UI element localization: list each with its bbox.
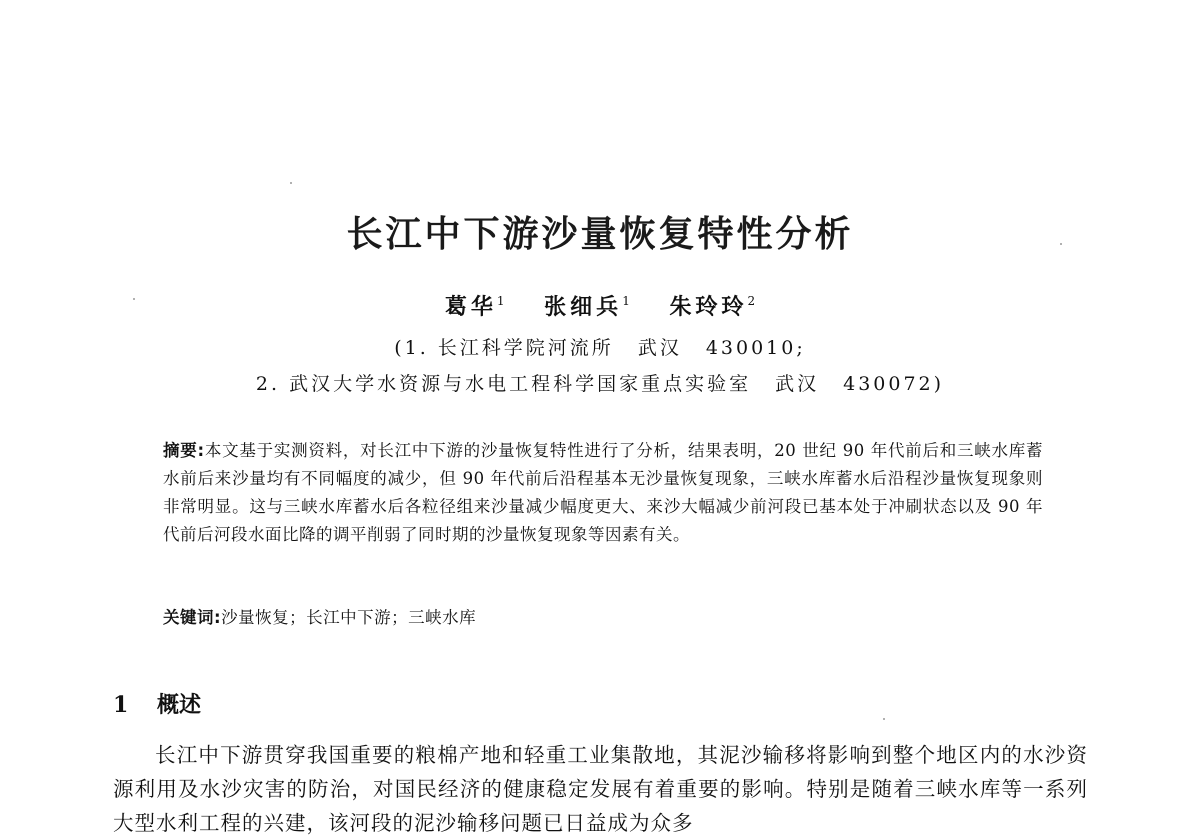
scan-speck bbox=[290, 182, 292, 184]
section-title: 概述 bbox=[157, 693, 202, 718]
keywords-text: 沙量恢复；长江中下游；三峡水库 bbox=[221, 608, 477, 627]
keywords bbox=[163, 604, 1043, 628]
abstract-text: 本文基于实测资料，对长江中下游的沙量恢复特性进行了分析，结果表明，20 世纪 90 年代前后和三峡水库蓄水前后来沙量均有不同幅度的减少，但 90 年代前后沿程基本无沙量恢复现象，三峡水库蓄水后沿程沙量恢复现象则非常明显。这与三峡水库蓄水后各粒径组来沙量减少幅度更大、来沙大幅减少前河段已基本处于冲刷状态以及 90 年代前后河段水面比降的调平削弱了同时期的沙量恢复现象等因素有关。 bbox=[163, 441, 1043, 544]
section-number: 1 bbox=[113, 692, 129, 718]
author-affiliation-mark: 1 bbox=[622, 294, 630, 308]
affiliation-postcode: 430072) bbox=[843, 373, 945, 395]
author-affiliation-mark: 1 bbox=[496, 294, 505, 308]
author bbox=[445, 290, 505, 321]
author-name: 葛华 bbox=[444, 294, 497, 320]
author-name: 朱玲玲 bbox=[669, 294, 748, 320]
paper-title: 长江中下游沙量恢复特性分析 bbox=[346, 214, 854, 255]
scan-speck bbox=[883, 718, 885, 720]
affiliation-name: 2. 武汉大学水资源与水电工程科学国家重点实验室 bbox=[255, 373, 752, 395]
affiliation-city: 武汉 bbox=[637, 337, 682, 359]
abstract-label: 摘要: bbox=[163, 441, 205, 460]
author-affiliation-mark: 2 bbox=[747, 294, 756, 308]
keywords-label: 关键词: bbox=[163, 608, 222, 627]
affiliation-2 bbox=[0, 369, 1200, 396]
scan-speck bbox=[1060, 243, 1062, 245]
abstract bbox=[163, 437, 1043, 549]
author-list bbox=[0, 290, 1200, 321]
scan-speck bbox=[133, 298, 135, 300]
author-name: 张细兵 bbox=[544, 294, 623, 320]
author bbox=[670, 290, 756, 321]
affiliation-postcode: 430010; bbox=[705, 337, 806, 359]
section-heading bbox=[113, 688, 201, 719]
affiliation-city: 武汉 bbox=[775, 373, 820, 395]
author bbox=[544, 290, 630, 321]
affiliation-1 bbox=[0, 333, 1200, 360]
body-paragraph: 长江中下游贯穿我国重要的粮棉产地和轻重工业集散地，其泥沙输移将影响到整个地区内的水沙资源利用及水沙灾害的防治，对国民经济的健康稳定发展有着重要的影响。特别是随着三峡水库等一系列大型水利工程的兴建，该河段的泥沙输移问题已日益成为众多 bbox=[113, 743, 1088, 835]
affiliation-name: (1. 长江科学院河流所 bbox=[394, 337, 614, 359]
